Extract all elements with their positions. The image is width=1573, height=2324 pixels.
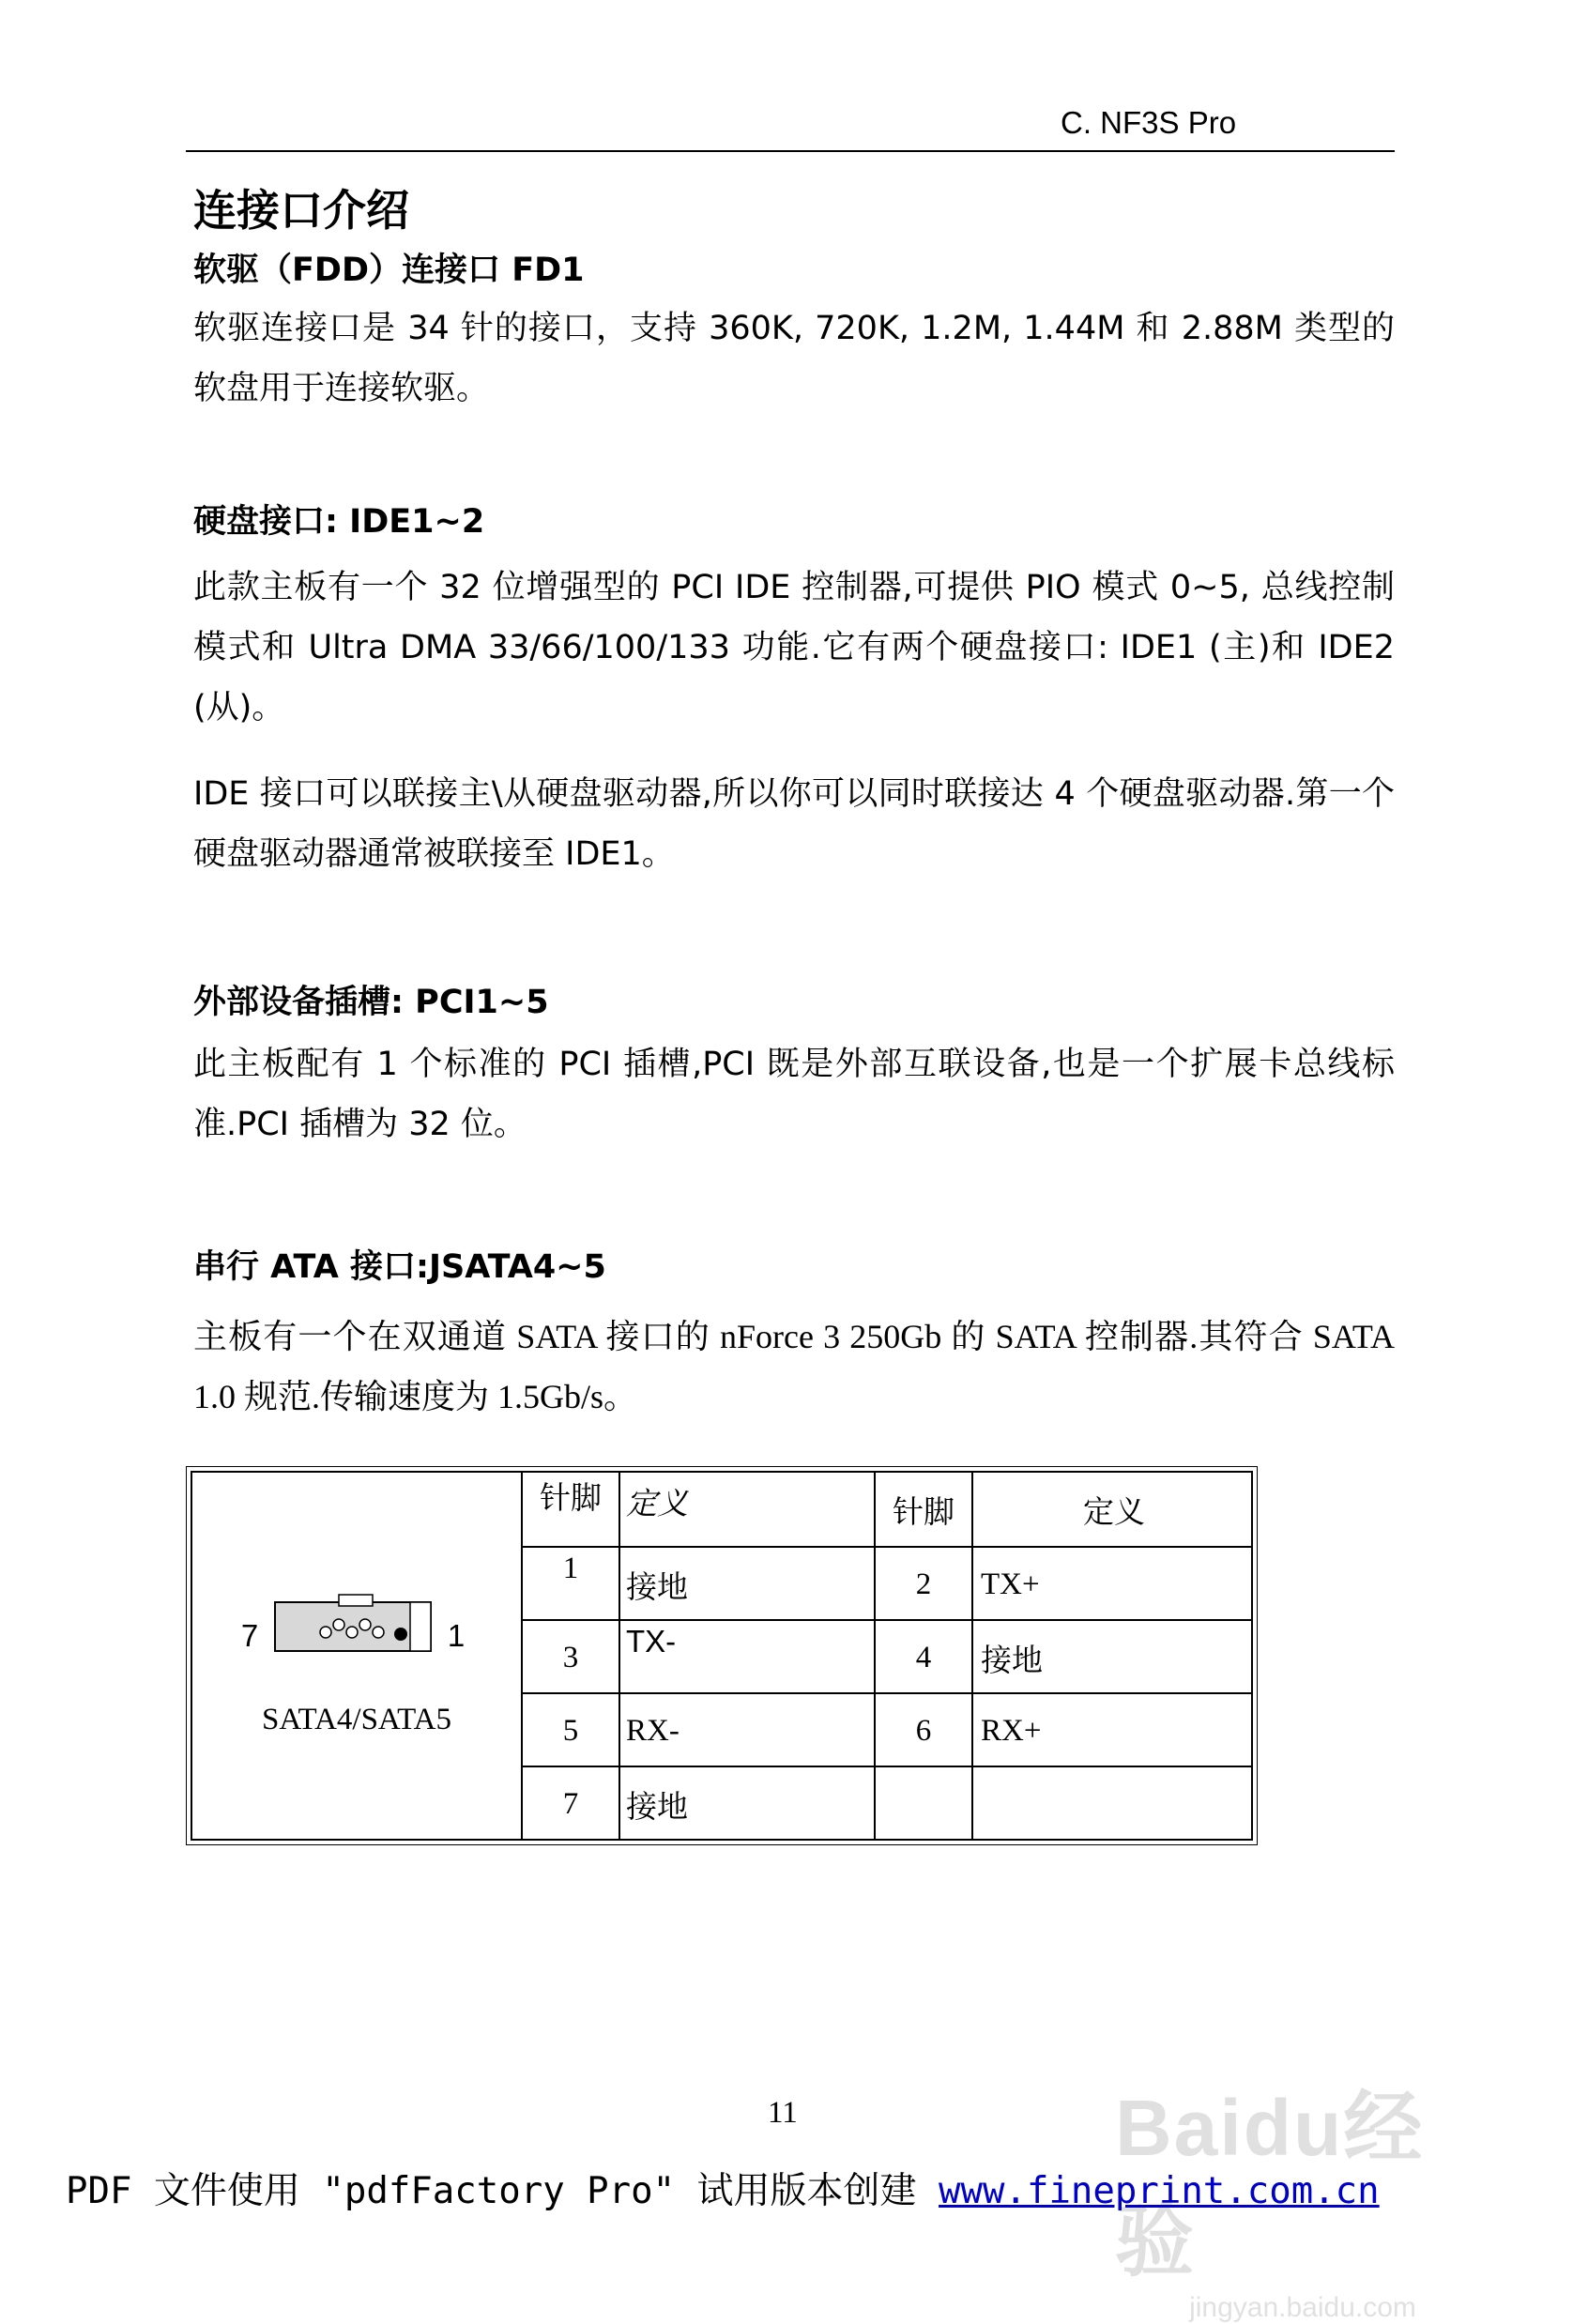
table-cell-pin: 1 bbox=[562, 1551, 579, 1585]
table-cell-pin: 3 bbox=[562, 1640, 579, 1674]
table-cell-definition: 接地 bbox=[626, 1570, 688, 1605]
section-heading-ide: 硬盘接口: IDE1~2 bbox=[193, 503, 485, 541]
section-paragraph-pci: 此主板配有 1 个标准的 PCI 插槽,PCI 既是外部互联设备,也是一个扩展卡总线标准.PCI 插槽为 32 位。 bbox=[193, 1046, 1395, 1143]
table-header-pin-1: 针脚 bbox=[540, 1481, 602, 1516]
table-cell-definition: TX- bbox=[626, 1624, 677, 1659]
table-cell-pin: 2 bbox=[915, 1567, 932, 1601]
table-cell-pin: 6 bbox=[915, 1713, 932, 1748]
table-cell-pin: 7 bbox=[562, 1786, 579, 1821]
page-number: 11 bbox=[768, 2096, 798, 2130]
sata-pin-table-inner bbox=[191, 1471, 1253, 1841]
connector-label: SATA4/SATA5 bbox=[262, 1702, 451, 1736]
section-paragraph-fdd: 软驱连接口是 34 针的接口，支持 360K, 720K, 1.2M, 1.44M 和 2.88M 类型的软盘用于连接软驱。 bbox=[193, 310, 1395, 407]
table-header-definition-2: 定义 bbox=[1083, 1495, 1145, 1530]
fineprint-link[interactable]: www.fineprint.com.cn bbox=[939, 2170, 1380, 2212]
section-paragraph-sata: 主板有一个在双通道 SATA 接口的 nForce 3 250Gb 的 SATA 控制器.其符合 SATA 1.0 规范.传输速度为 1.5Gb/s。 bbox=[193, 1318, 1395, 1415]
watermark-brand: Baidu经验 bbox=[1115, 2084, 1425, 2286]
section-heading-fdd: 软驱（FDD）连接口 FD1 bbox=[193, 252, 585, 289]
section-paragraph-ide-1: 此款主板有一个 32 位增强型的 PCI IDE 控制器,可提供 PIO 模式 0~5, 总线控制模式和 Ultra DMA 33/66/100/133 功能.它有两个硬盘接口: IDE1 (主)和 IDE2 (从)。 bbox=[193, 569, 1395, 726]
connector-pin-right-label: 1 bbox=[447, 1618, 466, 1653]
page-title: 连接口介绍 bbox=[193, 185, 409, 236]
connector-pin-left-label: 7 bbox=[240, 1618, 259, 1653]
running-header: C. NF3S Pro bbox=[1061, 105, 1237, 140]
section-paragraph-ide-2: IDE 接口可以联接主\从硬盘驱动器,所以你可以同时联接达 4 个硬盘驱动器.第一个硬盘驱动器通常被联接至 IDE1。 bbox=[193, 775, 1395, 873]
table-cell-definition: 接地 bbox=[981, 1644, 1043, 1678]
sata-pin-table bbox=[186, 1466, 1258, 1845]
table-cell-definition: TX+ bbox=[981, 1567, 1040, 1601]
table-cell-pin: 4 bbox=[915, 1640, 932, 1674]
sata-connector-icon bbox=[269, 1583, 438, 1677]
watermark-url: jingyan.baidu.com bbox=[1189, 2292, 1416, 2323]
table-header-definition-1: 定义 bbox=[626, 1487, 688, 1521]
table-cell-pin bbox=[876, 1767, 971, 1841]
header-rule bbox=[186, 150, 1395, 152]
table-cell-pin: 5 bbox=[562, 1713, 579, 1748]
table-header-pin-2: 针脚 bbox=[893, 1495, 954, 1530]
table-cell-definition bbox=[981, 1767, 1253, 1841]
table-cell-definition: 接地 bbox=[626, 1790, 688, 1825]
section-heading-pci: 外部设备插槽: PCI1~5 bbox=[193, 984, 549, 1021]
table-divider bbox=[619, 1473, 620, 1839]
section-heading-sata: 串行 ATA 接口:JSATA4~5 bbox=[193, 1248, 606, 1286]
table-cell-definition: RX- bbox=[626, 1713, 680, 1748]
table-cell-definition: RX+ bbox=[981, 1713, 1042, 1748]
pdf-footer-text: PDF 文件使用 "pdfFactory Pro" 试用版本创建 bbox=[66, 2170, 939, 2212]
pdf-footer bbox=[66, 2162, 1380, 2214]
